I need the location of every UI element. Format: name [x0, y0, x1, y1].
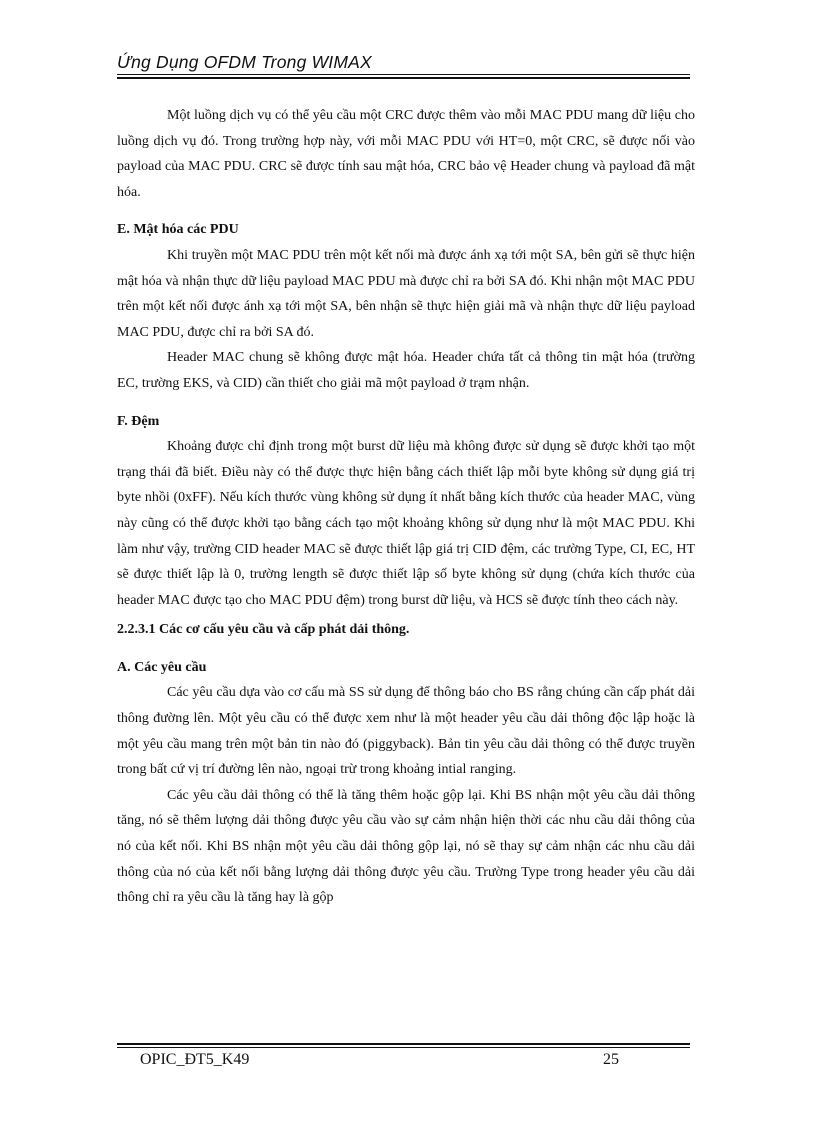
- page-number: 25: [603, 1051, 619, 1068]
- paragraph-requests: Các yêu cầu dựa vào cơ cấu mà SS sử dụng để thông báo cho BS rằng chúng cần cấp phát dải thông đường lên. Một yêu cầu có thể được xem như là một header yêu cầu dải thông độc lập hoặc là một yêu cầu mang trên một bản tin nào đó (piggyback). Bản tin yêu cầu dải thông có thể được truyền trong bất cứ vị trí đường lên nào, ngoại trừ trong khoảng intial ranging.: [117, 685, 695, 778]
- paragraph-crc: Một luồng dịch vụ có thể yêu cầu một CRC được thêm vào mỗi MAC PDU mang dữ liệu cho luồng dịch vụ đó. Trong trường hợp này, với mỗi MAC PDU với HT=0, một CRC, sẽ được nối vào payload của MAC PDU. CRC sẽ được tính sau mật hóa, CRC bảo vệ Header chung và payload đã mật hóa.: [117, 108, 695, 200]
- header-rule-thick: [117, 77, 690, 79]
- paragraph-encryption: Khi truyền một MAC PDU trên một kết nối mà được ánh xạ tới một SA, bên gửi sẽ thực hiện mật hóa và nhận thực dữ liệu payload MAC PDU mà được chỉ ra bởi SA đó. Khi nhận một MAC PDU trên một kết nối được ánh xạ tới một SA, bên nhận sẽ thực hiện giải mã và nhận thực dữ liệu payload MAC PDU, được chỉ ra bởi SA đó.: [117, 247, 695, 340]
- header-title: Ứng Dụng OFDM Trong WIMAX: [117, 52, 372, 72]
- heading-encryption: E. Mật hóa các PDU: [117, 222, 239, 238]
- header-rule-thin: [117, 74, 690, 75]
- paragraph-header-mac: Header MAC chung sẽ không được mật hóa. Header chứa tất cả thông tin mật hóa (trường EC, trường EKS, và CID) cần thiết cho giải mã một payload ở trạm nhận.: [117, 350, 695, 391]
- page-body: [117, 103, 695, 911]
- heading-padding: F. Đệm: [117, 413, 160, 429]
- paragraph-bandwidth: Các yêu cầu dải thông có thể là tăng thêm hoặc gộp lại. Khi BS nhận một yêu cầu dải thông tăng, nó sẽ thêm lượng dải thông được yêu cầu vào sự cảm nhận hiện thời các nhu cầu dải thông của nó của kết nối. Khi BS nhận một yêu cầu dải thông gộp lại, nó sẽ thay sự cảm nhận các nhu cầu dải thông của nó của kết nối bằng lượng dải thông được yêu cầu. Trường Type trong header yêu cầu dải thông chỉ ra yêu cầu là tăng hay là gộp: [117, 787, 695, 906]
- heading-requests: A. Các yêu cầu: [117, 659, 207, 675]
- heading-section: 2.2.3.1 Các cơ cấu yêu cầu và cấp phát dải thông.: [117, 622, 410, 638]
- paragraph-padding: Khoảng được chỉ định trong một burst dữ liệu mà không được sử dụng sẽ được khởi tạo một trạng thái đã biết. Điều này có thể được thực hiện bằng cách thiết lập mỗi byte không sử dụng giá trị byte nhồi (0xFF). Nếu kích thước vùng không sử dụng ít nhất bằng kích thước của header MAC, vùng này cũng có thể được khởi tạo bằng cách tạo một khoảng không sử dụng như là một MAC PDU. Khi làm như vậy, trường CID header MAC sẽ được thiết lập giá trị CID đệm, các trường Type, CI, EC, HT sẽ được thiết lập là 0, trường length sẽ được thiết lập số byte không sử dụng (chứa kích thước của header MAC được tạo cho MAC PDU đệm) trong burst dữ liệu, và HCS sẽ được tính theo cách này.: [117, 439, 695, 608]
- footer-label: OPIC_ĐT5_K49: [140, 1051, 250, 1068]
- footer-rule-thick: [117, 1043, 690, 1045]
- footer-rule-thin: [117, 1047, 690, 1048]
